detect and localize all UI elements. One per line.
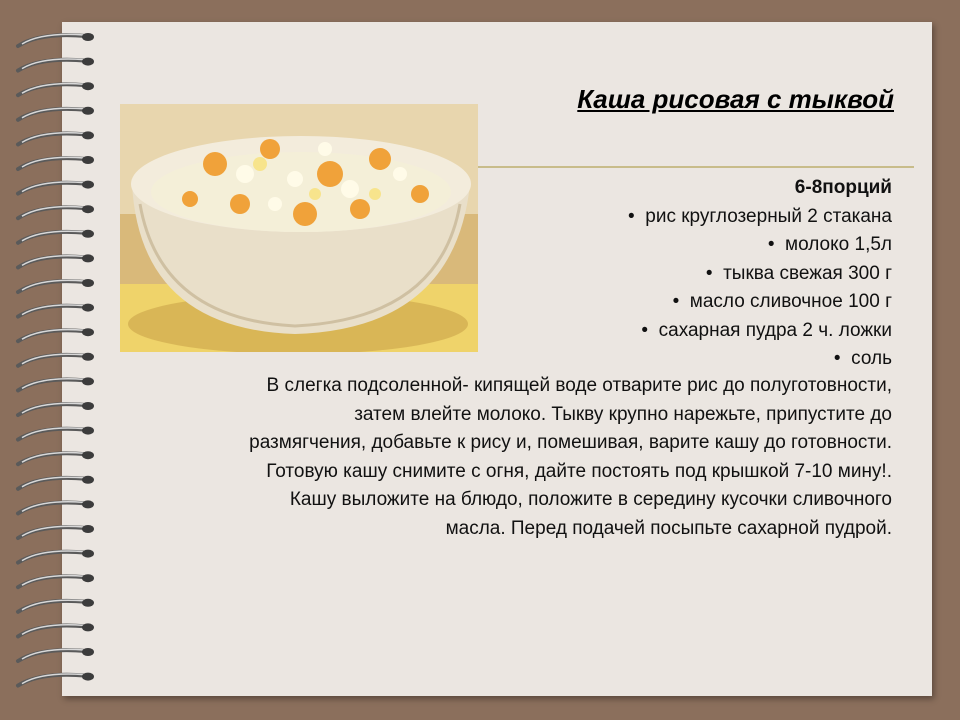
spiral-binding [0, 0, 110, 720]
ingredient-item: • масло сливочное 100 г [472, 288, 892, 317]
binding-hole [82, 525, 94, 533]
binding-hole [82, 427, 94, 435]
portions-label: 6-8порций [794, 177, 892, 198]
binding-hole [82, 107, 94, 115]
binding-hole [82, 33, 94, 41]
ingredient-item: • тыква свежая 300 г [472, 260, 892, 289]
binding-hole [82, 131, 94, 139]
ingredients-list [472, 203, 892, 374]
binding-hole [82, 58, 94, 66]
binding-hole [82, 599, 94, 607]
binding-hole [82, 673, 94, 681]
binding-hole [82, 623, 94, 631]
ingredient-item: • соль [472, 345, 892, 374]
binding-hole [82, 500, 94, 508]
ingredient-item: • сахарная пудра 2 ч. ложки [472, 317, 892, 346]
ingredient-item: • рис круглозерный 2 стакана [472, 203, 892, 232]
binding-hole [82, 82, 94, 90]
binding-hole [82, 230, 94, 238]
ingredients-block [472, 174, 892, 374]
binding-hole [82, 377, 94, 385]
title-divider [478, 166, 914, 168]
binding-hole [82, 648, 94, 656]
dish-photo [120, 104, 478, 352]
recipe-instructions: В слегка подсоленной- кипящей воде отварите рис до полуготовности, затем влейте молоко. Тыкву крупно нарежьте, припустите до размягчения, добавьте к рису и, помешивая, варите кашу до готовности. Готовую кашу снимите с огня, дайте постоять под крышкой 7-10 мину!. Кашу выложите на блюдо, положите в середину кусочки сливочного масла. Перед подачей посыпьте сахарной пудрой. [249, 375, 892, 539]
ingredient-item: • молоко 1,5л [472, 231, 892, 260]
binding-hole [82, 205, 94, 213]
binding-hole [82, 156, 94, 164]
recipe-title: Каша рисовая с тыквой [577, 84, 894, 114]
binding-hole [82, 550, 94, 558]
binding-hole [82, 254, 94, 262]
binding-hole [82, 574, 94, 582]
binding-hole [82, 476, 94, 484]
binding-hole [82, 279, 94, 287]
binding-hole [82, 451, 94, 459]
binding-hole [82, 181, 94, 189]
binding-hole [82, 402, 94, 410]
binding-hole [82, 304, 94, 312]
binding-hole [82, 353, 94, 361]
binding-hole [82, 328, 94, 336]
